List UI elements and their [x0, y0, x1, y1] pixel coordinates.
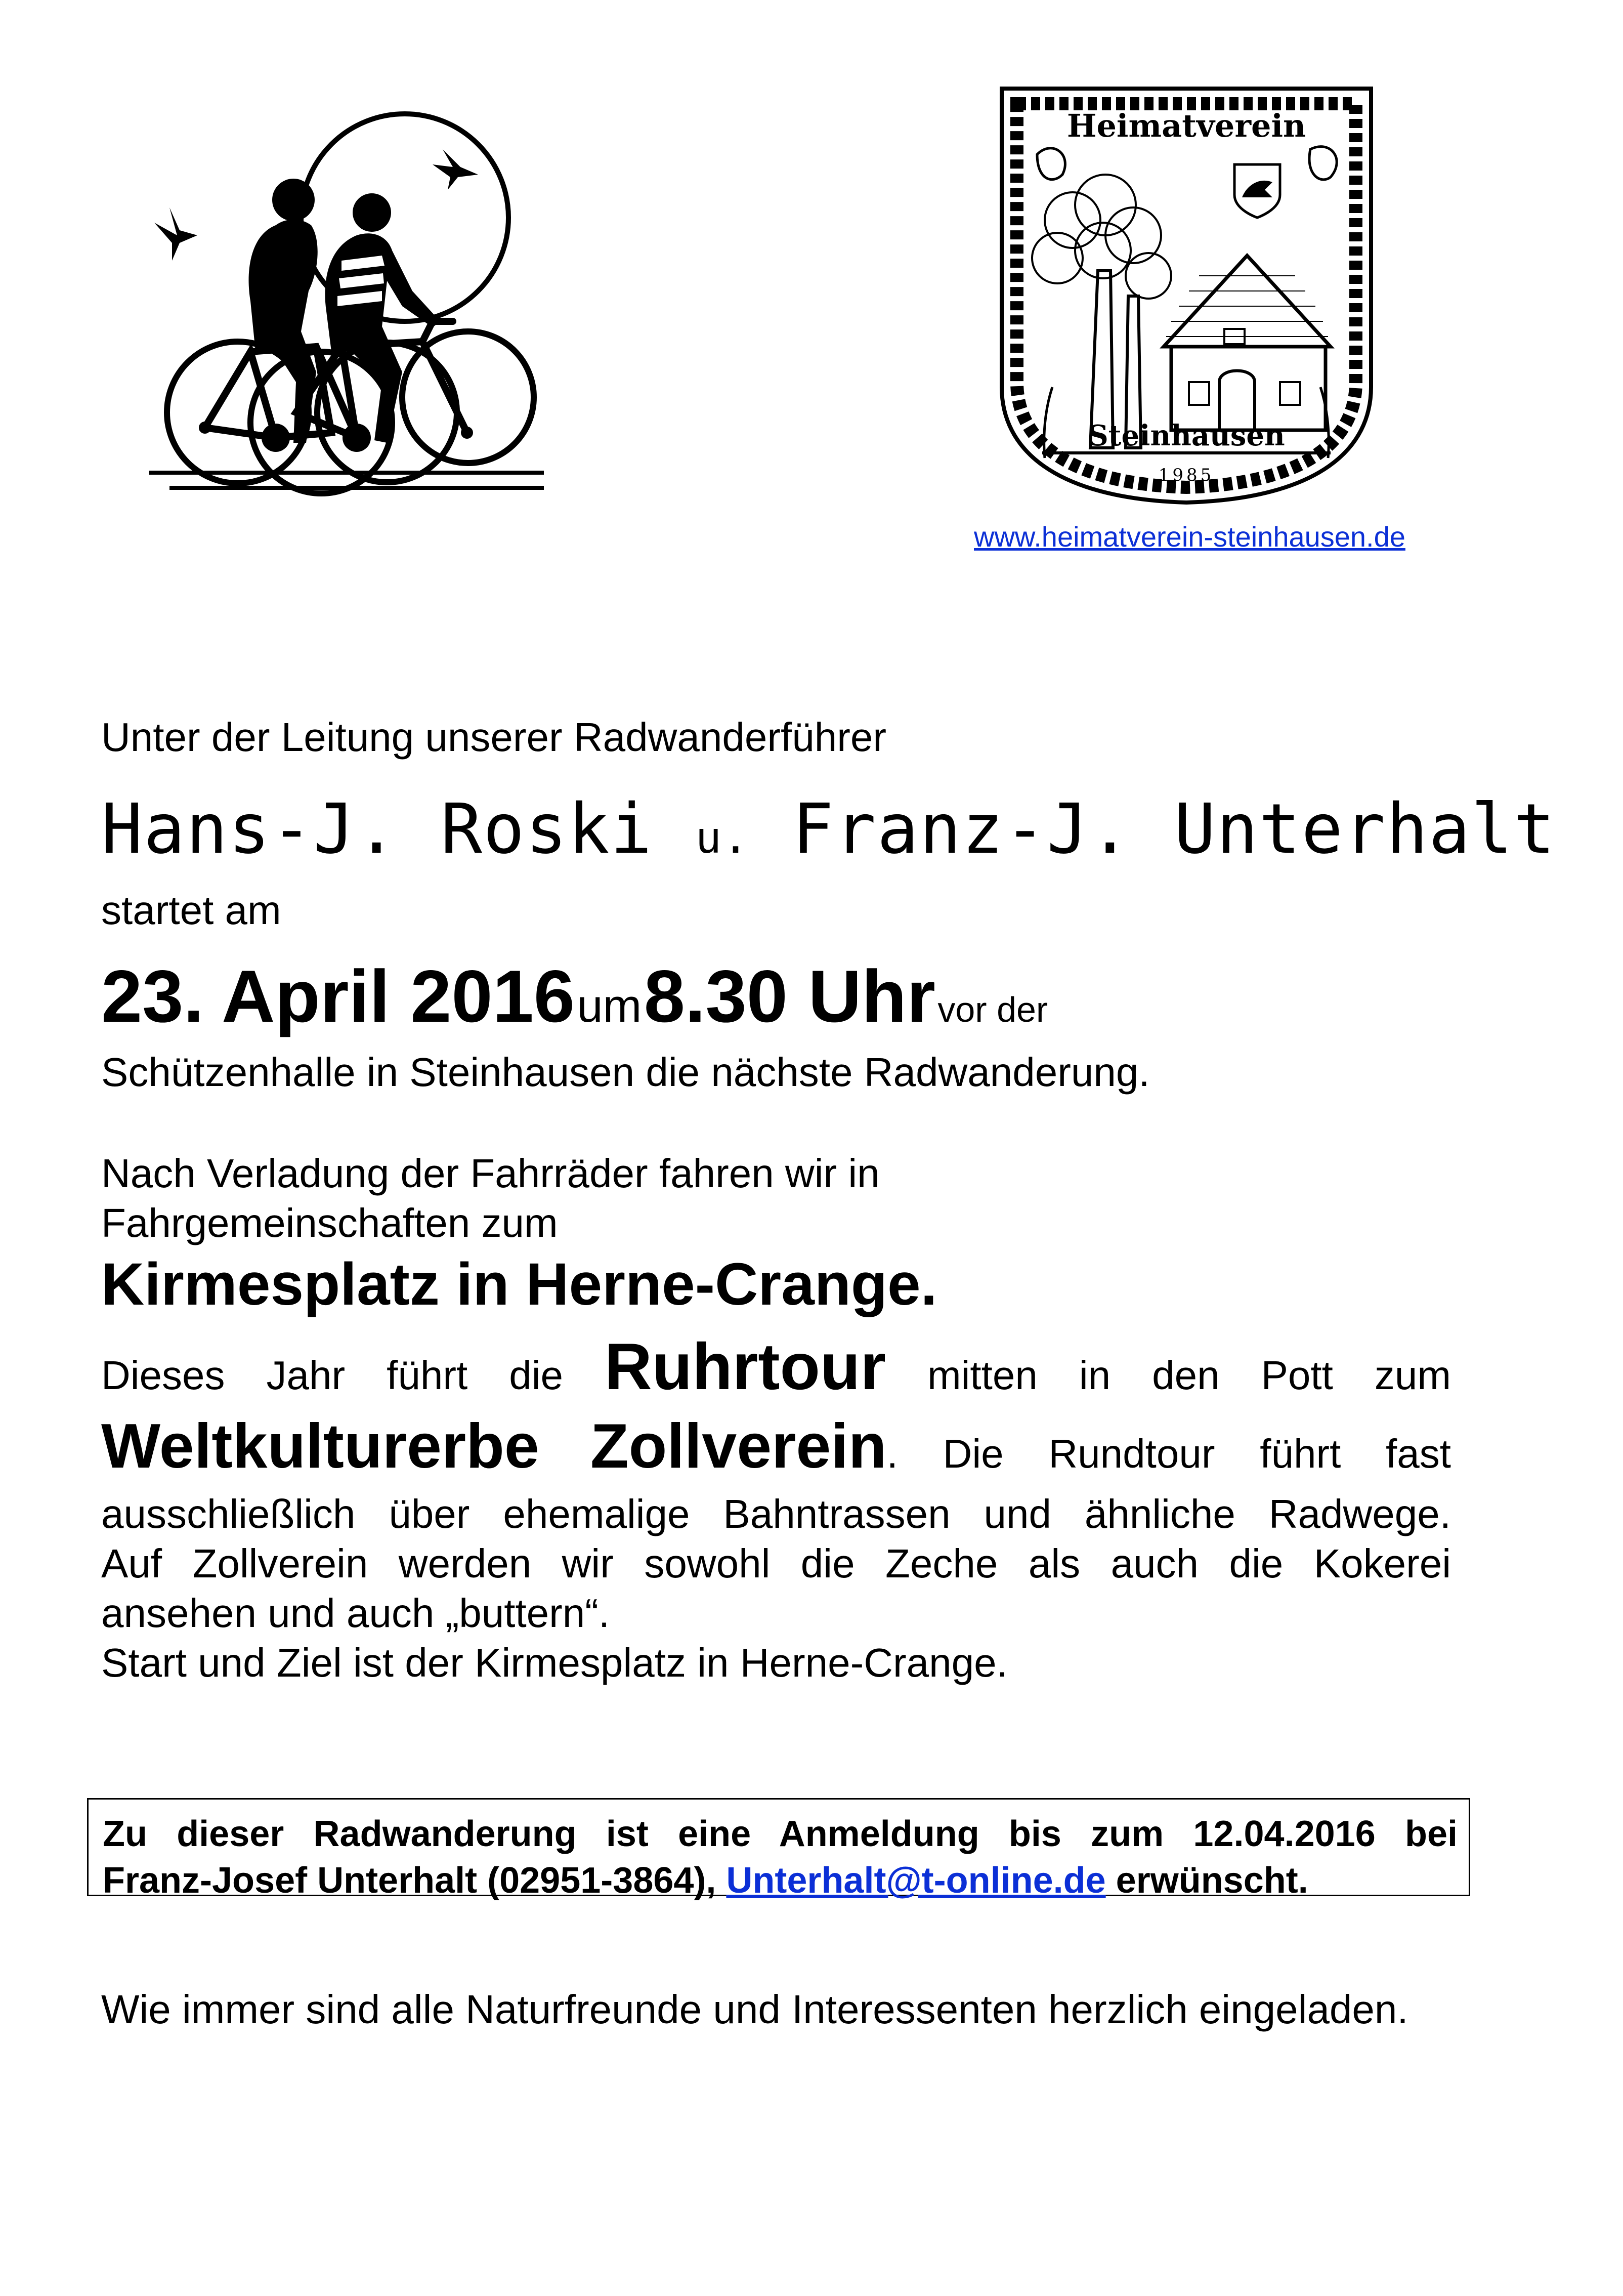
tour-description — [101, 1331, 1451, 1688]
tour-line-3: ausschließlich über ehemalige Bahntrassen und ähnliche Radwege. — [101, 1491, 1451, 1536]
before-word: vor der — [937, 990, 1048, 1029]
tour-line-6: Start und Ziel ist der Kirmesplatz in Herne-Crange. — [101, 1640, 1008, 1685]
crest-year: 1985 — [1158, 465, 1215, 485]
starts-text: startet am — [101, 888, 281, 933]
registration-line-2 — [103, 1857, 1458, 1904]
heimatverein-crest-logo — [997, 84, 1376, 506]
crest-place: Steinhausen — [1088, 419, 1285, 452]
guide-1-name: Hans-J. Roski — [101, 789, 653, 869]
at-word: um — [577, 980, 642, 1032]
registration-box — [87, 1798, 1470, 1901]
event-date: 23. April 2016 — [101, 955, 575, 1037]
registration-contact: Franz-Josef Unterhalt (02951-3864), — [103, 1860, 727, 1901]
tour-post: mitten in den Pott zum — [927, 1353, 1451, 1398]
tour-name: Ruhrtour — [604, 1329, 886, 1403]
closing-text: Wie immer sind alle Naturfreunde und Interessenten herzlich eingeladen. — [101, 1987, 1408, 2032]
registration-closing: erwünscht. — [1105, 1860, 1308, 1901]
registration-line-1: Zu dieser Radwanderung ist eine Anmeldung bis zum 12.04.2016 bei — [103, 1814, 1458, 1854]
guide-2-name: Franz-J. Unterhalt — [792, 789, 1556, 869]
tour-line-4: Auf Zollverein werden wir sowohl die Zeche als auch die Kokerei — [101, 1541, 1451, 1586]
heritage-name: Weltkulturerbe Zollverein — [101, 1411, 887, 1481]
intro-text: Unter der Leitung unserer Radwanderführer — [101, 715, 886, 760]
guide-names — [101, 789, 1556, 869]
date-time-line — [101, 954, 1048, 1039]
tour-line-5: ansehen und auch „buttern“. — [101, 1591, 610, 1636]
location-text: Schützenhalle in Steinhausen die nächste Radwanderung. — [101, 1050, 1150, 1095]
loading-text — [101, 1149, 880, 1247]
registration-email-link[interactable]: Unterhalt@t-online.de — [726, 1860, 1106, 1901]
tour-pre: Dieses Jahr führt die — [101, 1353, 563, 1398]
loading-line-2: Fahrgemeinschaften zum — [101, 1200, 558, 1245]
cyclists-illustration — [149, 109, 554, 509]
event-time: 8.30 Uhr — [644, 955, 935, 1037]
destination-heading: Kirmesplatz in Herne-Crange. — [101, 1251, 937, 1318]
guide-connector: u. — [695, 813, 750, 863]
registration-text — [103, 1811, 1458, 1904]
tour-line-2 — [101, 1411, 1451, 1489]
heritage-post: . Die Rundtour führt fast — [886, 1431, 1451, 1476]
loading-line-1: Nach Verladung der Fahrräder fahren wir in — [101, 1151, 880, 1196]
website-link[interactable]: www.heimatverein-steinhausen.de — [974, 521, 1405, 553]
crest-title: Heimatverein — [1066, 107, 1306, 144]
tour-line-1 — [101, 1331, 1451, 1411]
